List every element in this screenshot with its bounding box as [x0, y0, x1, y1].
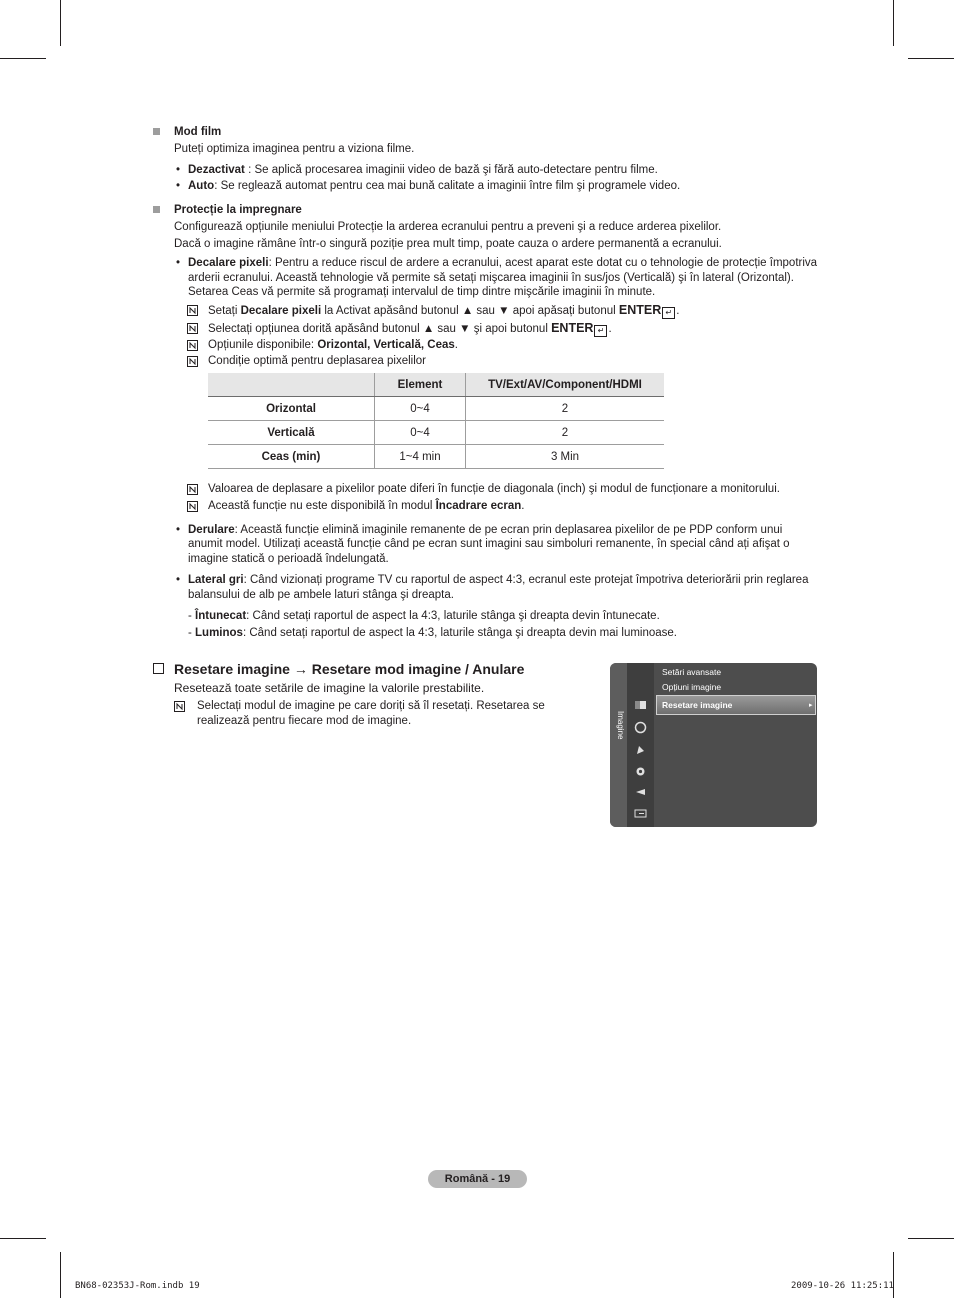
table-cell: 3 Min — [466, 445, 665, 469]
note-icon — [187, 501, 198, 512]
derulare-text: anumit model. Utilizați această funcție când pe ecran sunt imagini sau simboluri remanente, în special când ați afişat o — [188, 538, 790, 550]
bullet-icon: • — [176, 524, 181, 536]
note-icon — [187, 305, 198, 316]
footer-file: BN68-02353J-Rom.indb 19 — [75, 1281, 200, 1291]
table-row — [208, 397, 664, 421]
menu-arrow-icon: ▸ — [809, 702, 813, 709]
note-text: Opțiunile disponibile: Orizontal, Verticală, Ceas. — [208, 339, 458, 351]
enter-icon: ↵ — [662, 307, 675, 319]
table-header-cell: Element — [375, 373, 466, 397]
section-square-icon — [153, 206, 160, 213]
resetare-title: Resetare imagine → Resetare mod imagine / Anulare — [174, 661, 525, 677]
menu-side-label: Imagine — [616, 711, 625, 740]
menu-item[interactable]: Setări avansate — [662, 667, 722, 677]
note-text: Setați Decalare pixeli la Activat apăsând butonul ▲ sau ▼ apoi apăsați butonul ENTER ↵ . — [208, 303, 680, 317]
note-icon — [174, 701, 185, 712]
note-text: Selectați opțiunea dorită apăsând butonul ▲ sau ▼ şi apoi butonul ENTER ↵ . — [208, 321, 612, 335]
enter-icon: ↵ — [594, 325, 607, 337]
crop-mark — [60, 1252, 61, 1298]
note-text: Condiție optimă pentru deplasarea pixelilor — [208, 355, 426, 367]
footer-datetime: 2009-10-26 11:25:11 — [791, 1281, 894, 1291]
table-cell: Verticală — [208, 421, 375, 445]
crop-mark — [893, 0, 894, 46]
menu-icon-column — [627, 663, 654, 827]
bullet-icon: • — [176, 180, 181, 192]
dash-item: - Întunecat: Când setați raportul de aspect la 4:3, laturile stânga şi dreapta devin întunecate. — [188, 610, 660, 622]
mod-film-desc: Puteți optimiza imaginea pentru a viziona filme. — [174, 143, 415, 155]
table-row — [208, 445, 664, 469]
setup-icon — [634, 765, 647, 778]
crop-mark — [0, 1238, 46, 1239]
bullet-icon: • — [176, 257, 181, 269]
note-text: Selectați modul de imagine pe care doriți să îl resetați. Resetarea se — [197, 700, 545, 712]
note-text: Această funcție nu este disponibilă în modul Încadrare ecran. — [208, 500, 525, 512]
application-icon — [634, 807, 647, 820]
mod-film-title: Mod film — [174, 126, 222, 138]
menu-item[interactable]: Resetare imagine — [662, 700, 733, 710]
bullet-icon: • — [176, 164, 181, 176]
note-icon — [187, 484, 198, 495]
tv-menu-screenshot — [610, 663, 817, 827]
decalare-text: Decalare pixeli: Pentru a reduce riscul de ardere a ecranului, acest aparat este dotat cu o tehnologie de protecție împotriva — [188, 257, 818, 269]
protectie-title: Protecție la impregnare — [174, 204, 302, 216]
note-icon — [187, 340, 198, 351]
table-cell: 0~4 — [375, 397, 466, 421]
page-number-badge: Română - 19 — [428, 1170, 527, 1188]
input-icon — [634, 786, 647, 799]
menu-item[interactable]: Opțiuni imagine — [662, 682, 722, 692]
table-cell: 2 — [466, 421, 665, 445]
mod-film-bullet: Dezactivat : Se aplică procesarea imaginii video de bază şi fără auto-detectare pentru filme. — [188, 164, 658, 176]
protectie-desc: Dacă o imagine rămâne într-o singură poziție prea mult timp, poate cauza o ardere permanentă a ecranului. — [174, 238, 722, 250]
section-square-icon — [153, 128, 160, 135]
decalare-text: arderii ecranului. Această tehnologie vă permite să setați mişcarea imaginii în sus/jos (Verticală) şi în lateral (Orizontal). — [188, 272, 794, 284]
resetare-desc: Resetează toate setările de imagine la valorile prestabilite. — [174, 681, 485, 695]
table-cell: 1~4 min — [375, 445, 466, 469]
table-header-cell: TV/Ext/AV/Component/HDMI — [466, 373, 665, 397]
table-cell: 0~4 — [375, 421, 466, 445]
table-cell: 2 — [466, 397, 665, 421]
sound-icon — [634, 721, 647, 734]
table-cell: Ceas (min) — [208, 445, 375, 469]
table-header-cell — [208, 373, 375, 397]
derulare-text: imagine statică o perioadă îndelungată. — [188, 553, 389, 565]
channel-icon — [634, 743, 647, 756]
derulare-text: Derulare: Această funcție elimină imaginile remanente de pe ecran prin deplasarea pixelilor de pe PDP conform unui — [188, 524, 783, 536]
picture-icon — [634, 699, 647, 712]
checkbox-icon — [153, 663, 164, 674]
crop-mark — [0, 58, 46, 59]
protectie-desc: Configurează opțiunile meniului Protecție la arderea ecranului pentru a preveni şi a reduce arderea pixelilor. — [174, 221, 722, 233]
note-text: realizează pentru fiecare mod de imagine. — [197, 715, 412, 727]
crop-mark — [60, 0, 61, 46]
lateral-text: Lateral gri: Când vizionați programe TV cu raportul de aspect 4:3, ecranul este protejat împotriva deteriorării prin reglarea — [188, 574, 809, 586]
crop-mark — [893, 1252, 894, 1298]
note-icon — [187, 356, 198, 367]
lateral-text: balansului de alb pe ambele laturi stânga şi dreapta. — [188, 589, 454, 601]
dash-item: - Luminos: Când setați raportul de aspect la 4:3, laturile stânga şi dreapta devin mai luminoase. — [188, 627, 678, 639]
table-header-row — [208, 373, 664, 397]
decalare-text: Setarea Ceas vă permite să programați intervalul de timp dintre mişcările imaginii în minute. — [188, 286, 656, 298]
note-icon — [187, 323, 198, 334]
table-cell: Orizontal — [208, 397, 375, 421]
pixel-shift-table — [208, 373, 664, 469]
crop-mark — [908, 1238, 954, 1239]
note-text: Valoarea de deplasare a pixelilor poate diferi în funcție de diagonala (inch) şi modul de funcționare a monitorului. — [208, 483, 780, 495]
mod-film-bullet: Auto: Se reglează automat pentru cea mai bună calitate a imaginii între film şi programele video. — [188, 180, 681, 192]
bullet-icon: • — [176, 574, 181, 586]
menu-side-strip — [610, 663, 627, 827]
table-row — [208, 421, 664, 445]
crop-mark — [908, 58, 954, 59]
